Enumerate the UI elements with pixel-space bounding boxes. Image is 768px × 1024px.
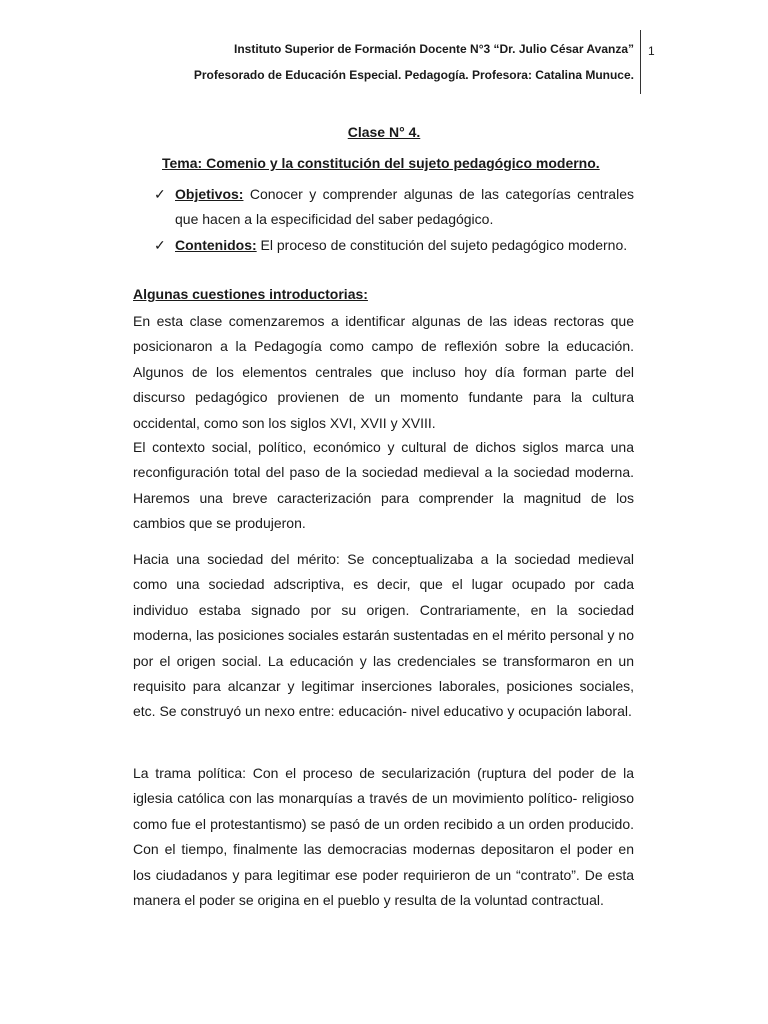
header-institute: Instituto Superior de Formación Docente N°3 “Dr. Julio César Avanza” — [234, 42, 634, 56]
bullet-objetivos — [154, 182, 634, 232]
header-program: Profesorado de Educación Especial. Pedagogía. Profesora: Catalina Munuce. — [193, 68, 634, 82]
tema-heading: Tema: Comenio y la constitución del sujeto pedagógico moderno. — [162, 155, 600, 171]
bullet-text: Conocer y comprender algunas de las categorías centrales que hacen a la especificidad del saber pedagógico. — [175, 186, 634, 227]
bullet-contenidos — [154, 233, 634, 258]
bullet-label: Contenidos: — [175, 237, 257, 253]
checkmark-icon: ✓ — [154, 186, 166, 202]
bullet-text: El proceso de constitución del sujeto pedagógico moderno. — [256, 237, 628, 253]
paragraph: Hacia una sociedad del mérito: Se conceptualizaba a la sociedad medieval como una sociedad adscriptiva, es decir, que el lugar ocupado por cada individuo estaba signado por su origen. Contrariamente, en la sociedad moderna, las posiciones sociales estarán sustentadas en el mérito personal y no por el origen social. La educación y las credenciales se transformaron en un requisito para alcanzar y legitimar inserciones laborales, posiciones sociales, etc. Se construyó un nexo entre: educación- nivel educativo y ocupación laboral. — [133, 551, 634, 720]
bullet-label: Objetivos: — [175, 186, 244, 202]
paragraph: En esta clase comenzaremos a identificar algunas de las ideas rectoras que posicionaron a la Pedagogía como campo de reflexión sobre la educación. Algunos de los elementos centrales que incluso hoy día forman parte del discurso pedagógico provienen de un momento fundante para la cultura occidental, como son los siglos XVI, XVII y XVIII. — [133, 313, 634, 431]
document-title: Clase N° 4. — [347, 124, 421, 140]
checkmark-icon: ✓ — [154, 237, 166, 253]
section-heading: Algunas cuestiones introductorias: — [133, 286, 368, 302]
paragraph: El contexto social, político, económico y cultural de dichos siglos marca una reconfiguración total del paso de la sociedad medieval a la sociedad moderna. Haremos una breve caracterización para comprender la magnitud de los cambios que se produjeron. — [133, 439, 634, 532]
page-number: 1 — [648, 44, 655, 58]
header-divider — [640, 30, 641, 94]
paragraph: La trama política: Con el proceso de secularización (ruptura del poder de la iglesia católica con las monarquías a través de un movimiento político- religioso como fue el protestantismo) se pasó de un orden recibido a un orden producido. Con el tiempo, finalmente las democracias modernas depositaron el poder en los ciudadanos y para legitimar ese poder requirieron de un “contrato”. De esta manera el poder se origina en el pueblo y resulta de la voluntad contractual. — [133, 765, 634, 909]
